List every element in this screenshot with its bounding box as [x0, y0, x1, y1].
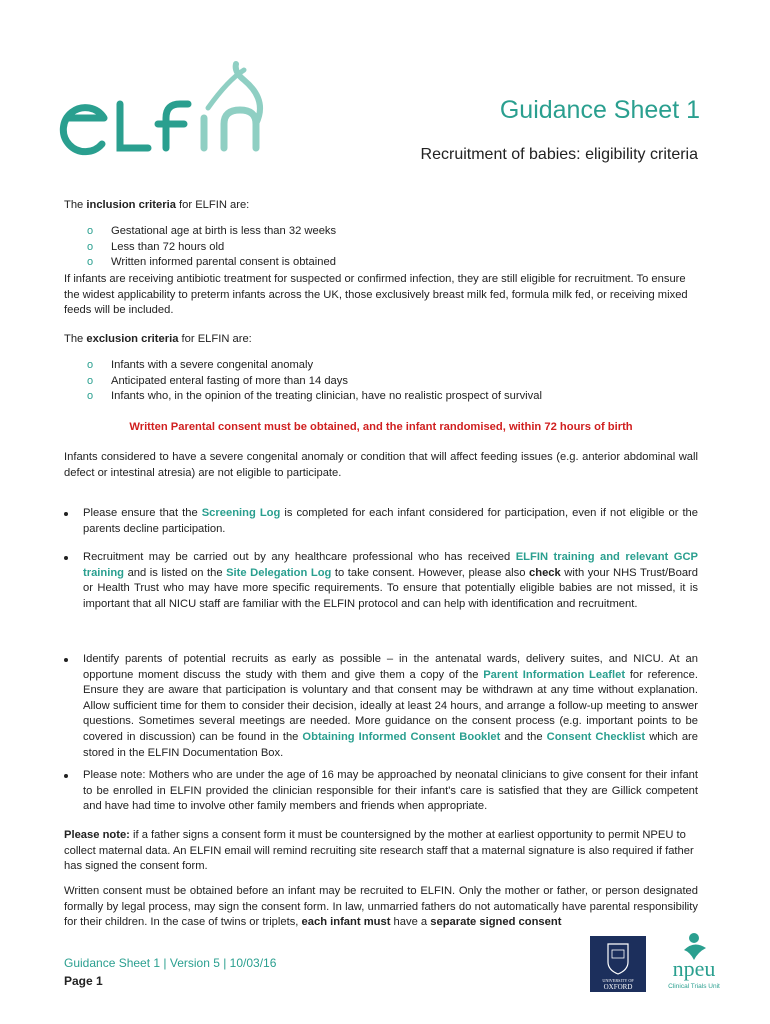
consent-checklist-ref: Consent Checklist — [546, 730, 646, 743]
consent-booklet-ref: Obtaining Informed Consent Booklet — [302, 730, 501, 743]
bullet-dot — [64, 774, 68, 778]
bullet-screening-log: Please ensure that the Screening Log is completed for each infant considered for participation, even if not eligible or the parents decline participation. — [64, 506, 698, 537]
bullet-mothers-under-16: Please note: Mothers who are under the age of 16 may be approached by neonatal clinicians to give consent for their infant to be enrolled in ELFIN provided the clinician responsible for their infant's care is satisfied that they are Gillick competent and have had time to involve other family members and friends when appropriate. — [64, 768, 698, 815]
screening-log-ref: Screening Log — [201, 507, 281, 519]
training-ref: ELFIN training and relevant GCP training — [83, 551, 699, 579]
consent-warning: Written Parental consent must be obtained, and the infant randomised, within 72 hours of birth — [129, 421, 633, 433]
inclusion-intro: The inclusion criteria for ELFIN are: — [64, 199, 250, 211]
page-number: Page 1 — [64, 974, 103, 988]
parent-leaflet-ref: Parent Information Leaflet — [483, 668, 626, 681]
exclusion-list — [64, 358, 698, 405]
bullet-recruitment: Recruitment may be carried out by any healthcare professional who has received ELFIN training and relevant GCP training and is listed on the Site Delegation Log to take consent. However, please also check with your NHS Trust/Board or Health Trust who may have more specific requirements. To ensure that potentially eligible babies are not missed, it is important that all NICU staff are familiar with the ELFIN protocol and can help with identification and recruitment. — [64, 550, 698, 612]
bullet-identify-parents: Identify parents of potential recruits as early as possible – in the antenatal wards, delivery suites, and NICU. At an opportune moment discuss the study with them and give them a copy of the Parent Information Leaflet for reference. Ensure they are aware that participation is voluntary and that consent may be withdrawn at any time without explanation. Allow sufficient time for them to consider their decision, ideally at least 24 hours, and arrange a follow-up meeting to answer questions. Sometimes several meetings are needed. More guidance on the consent process (e.g. important points to be covered in discussion) can be found in the Obtaining Informed Consent Booklet and the Consent Checklist which are stored in the ELFIN Documentation Box. — [64, 652, 698, 761]
father-note: Please note: if a father signs a consent form it must be countersigned by the mother at earliest opportunity to permit NPEU to collect maternal data. An ELFIN email will remind recruiting site research staff that a maternal signature is also required if father has signed the consent form. — [64, 829, 694, 873]
oxford-logo — [590, 936, 646, 992]
bullet-dot — [64, 658, 68, 662]
bullet-dot — [64, 556, 68, 560]
page-title: Guidance Sheet 1 — [499, 96, 700, 124]
footer-version: Guidance Sheet 1 | Version 5 | 10/03/16 — [64, 956, 277, 970]
svg-text:UNIVERSITY OF: UNIVERSITY OF — [602, 978, 634, 983]
svg-text:OXFORD: OXFORD — [603, 983, 633, 991]
page-subtitle: Recruitment of babies: eligibility criteria — [420, 146, 698, 163]
list-item: o Written informed parental consent is obtained — [64, 255, 698, 271]
elfin-logo — [58, 60, 288, 160]
list-item: o Gestational age at birth is less than 32 weeks — [64, 224, 698, 240]
list-item: o Less than 72 hours old — [64, 240, 698, 256]
inclusion-note: If infants are receiving antibiotic treatment for suspected or confirmed infection, they are still eligible for recruitment. To ensure the widest applicability to preterm infants across the UK, those exclusively breast milk fed, formula milk fed, or receiving mixed feeds will be included. — [64, 273, 688, 317]
list-item: o Infants who, in the opinion of the treating clinician, have no realistic prospect of survival — [64, 389, 698, 405]
list-item: o Anticipated enteral fasting of more than 14 days — [64, 374, 698, 390]
delegation-log-ref: Site Delegation Log — [226, 566, 332, 579]
npeu-logo — [654, 930, 734, 992]
svg-text:Clinical Trials Unit: Clinical Trials Unit — [668, 983, 720, 990]
consent-note: Written consent must be obtained before an infant may be recruited to ELFIN. Only the mother or father, or person designated formally by legal process, may sign the consent form. In law, unmarried fathers do not automatically have parental responsibility for their children. In the case of twins or triplets, each infant must have a separate signed consent — [64, 885, 698, 929]
inclusion-list — [64, 224, 698, 271]
list-item: o Infants with a severe congenital anomaly — [64, 358, 698, 374]
bullet-dot — [64, 512, 68, 516]
anomaly-note: Infants considered to have a severe congenital anomaly or condition that will affect feeding issues (e.g. anterior abdominal wall defect or intestinal atresia) are not eligible to participate. — [64, 451, 698, 479]
svg-text:npeu: npeu — [672, 956, 716, 981]
exclusion-intro: The exclusion criteria for ELFIN are: — [64, 333, 252, 345]
